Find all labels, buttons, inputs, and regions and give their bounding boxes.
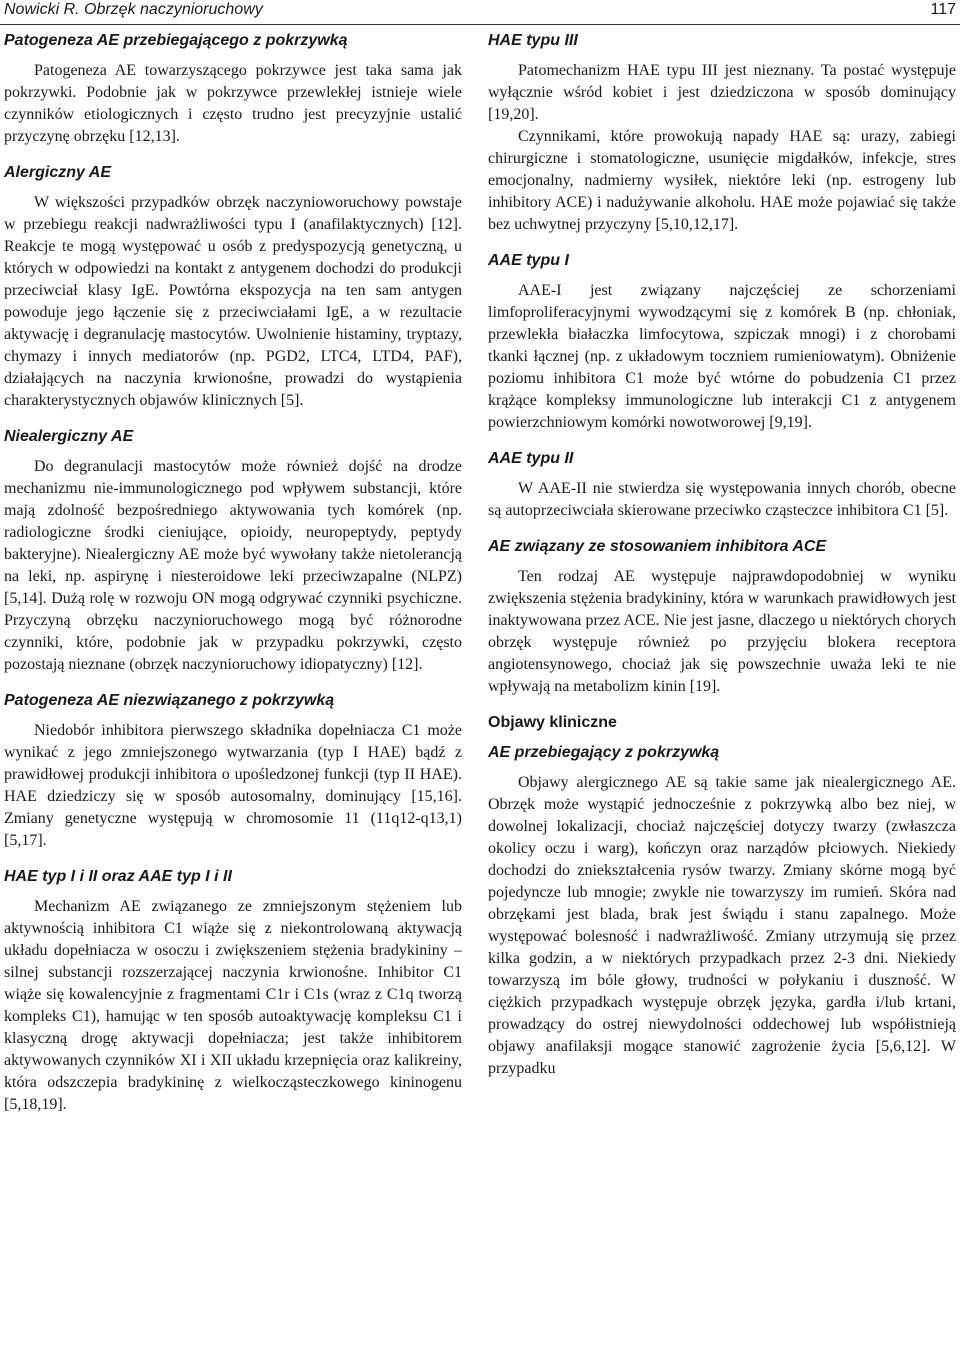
paragraph: W większości przypadków obrzęk naczynioworuchowy powstaje w przebiegu reakcji nadwrażliwości typu I (anafilaktycznych) [12]. Reakcje te mogą występować u osób z predyspozycją genetyczną, u których w odpowiedzi na kontakt z antygenem dochodzi do produkcji przeciwciał klasy IgE. Powtórna ekspozycja na ten sam antygen powoduje jego łączenie się z przeciwciałami IgE, a w rezultacie aktywację i degranulację mastocytów. Uwolnienie histaminy, tryptazy, chymazy i innych mediatorów (np. PGD2, LTC4, LTD4, PAF), działających na naczynia krwionośne, prowadzi do wystąpienia charakterystycznych objawów klinicznych [5]. — [4, 194, 462, 409]
page-number: 117 — [930, 1, 956, 18]
paragraph: Patogeneza AE towarzyszącego pokrzywce jest taka sama jak pokrzywki. Podobnie jak w pokrzywce przewlekłej istnieje wiele czynników etiologicznych i często trudno jest precyzyjnie ustalić przyczynę obrzęku [12,13]. — [4, 62, 462, 145]
paragraph: W AAE-II nie stwierdza się występowania innych chorób, obecne są autoprzeciwciała skierowane przeciwko cząsteczce inhibitora C1 [5]. — [488, 480, 956, 519]
paragraph: Niedobór inhibitora pierwszego składnika dopełniacza C1 może wynikać z jego zmniejszonego wytwarzania (typ I HAE) bądź z prawidłowej produkcji inhibitora o upośledzonej funkcji (typ II HAE). HAE dziedziczy się w sposób autosomalny, dominujący [15,16]. Zmiany genetyczne występują w chromosomie 11 (11q12-q13,1) [5,17]. — [4, 722, 462, 849]
section-title-clinical-symptoms: Objawy kliniczne — [488, 714, 617, 731]
section-title-nonallergic-ae: Niealergiczny AE — [4, 428, 134, 445]
paragraph: Patomechanizm HAE typu III jest nieznany. Ta postać występuje wyłącznie wśród kobiet i jest dziedziczona w sposób dominujący [19,20]. — [488, 62, 956, 123]
paragraph: Objawy alergicznego AE są takie same jak niealergicznego AE. Obrzęk może wystąpić jednocześnie z pokrzywką albo bez niej, w dowolnej lokalizacji, chociaż najczęściej dotyczy twarzy (zwłaszcza okolicy oczu i warg), kończyn oraz narządów płciowych. Niekiedy dochodzi do zniekształcenia rysów twarzy. Zmiany skórne mogą być pojedyncze lub mnogie; zwykle nie towarzyszy im rumień. Skóra nad obrzękami jest blada, brak jest świądu i stanu zapalnego. Może występować bolesność i nadwrażliwość. Zmiany utrzymują się przez kilka godzin, a w niektórych przypadkach przez 2-3 dni. Niekiedy towarzyszą im bóle głowy, trudności w połykaniu i duszność. W ciężkich przypadkach występuje obrzęk języka, gardła i/lub krtani, prowadzący do ostrej niewydolności oddechowej lub współistnieją objawy anafilaksji mogące stanowić zagrożenie życia [5,6,12]. W przypadku — [488, 774, 956, 1077]
left-column — [4, 30, 462, 1116]
header-rule — [0, 24, 960, 25]
section-title-ace-inhibitor-ae: AE związany ze stosowaniem inhibitora ACE — [488, 538, 827, 555]
running-title: Nowicki R. Obrzęk naczynioruchowy — [4, 1, 263, 18]
section-title-aae-type-2: AAE typu II — [488, 450, 574, 467]
section-title-hae-aae-types: HAE typ I i II oraz AAE typ I i II — [4, 868, 232, 885]
paragraph: AAE-I jest związany najczęściej ze schorzeniami limfoproliferacyjnymi wywodzącymi się z komórek B (np. chłoniak, przewlekła białaczka limfocytowa, szpiczak mnogi) i z chorobami tkanki łącznej (np. z układowym toczniem rumieniowatym). Obniżenie poziomu inhibitora C1 może być wtórne do pobudzenia C1 przez krążące kompleksy immunologiczne lub interakcji C1 z antygenem powierzchniowym komórki nowotworowej [9,19]. — [488, 282, 956, 431]
section-title-allergic-ae: Alergiczny AE — [4, 164, 111, 181]
section-title-hae-type-3: HAE typu III — [488, 32, 578, 49]
paragraph: Czynnikami, które prowokują napady HAE są: urazy, zabiegi chirurgiczne i stomatologiczne, usunięcie migdałków, infekcje, stres emocjonalny, nadmierny wysiłek, niektóre leki (np. estrogeny lub inhibitory ACE) i nadużywanie alkoholu. HAE może pojawiać się także bez uchwytnej przyczyny [5,10,12,17]. — [488, 128, 956, 233]
section-title-aae-type-1: AAE typu I — [488, 252, 569, 269]
paragraph: Mechanizm AE związanego ze zmniejszonym stężeniem lub aktywnością inhibitora C1 wiąże się z niekontrolowaną aktywacją układu dopełniacza w osoczu i zwiększeniem stężenia bradykininy – silnej substancji rozszerzającej naczynia krwionośne. Inhibitor C1 wiąże się kowalencyjnie z fragmentami C1r i C1s (wraz z C1q tworzą kompleks C1), hamując w ten sposób autoaktywację kompleksu C1 i klasyczną drogę aktywacji dopełniacza; jest także inhibitorem aktywowanych czynników XI i XII układu krzepnięcia oraz kalikreiny, która odszczepia bradykininę z wielkocząsteczkowego kininogenu [5,18,19]. — [4, 898, 462, 1113]
running-header — [4, 0, 956, 22]
subsection-title-ae-with-urticaria: AE przebiegający z pokrzywką — [488, 744, 720, 761]
right-column — [488, 30, 956, 1080]
section-title-pathogenesis-urticaria: Patogeneza AE przebiegającego z pokrzywką — [4, 32, 348, 49]
paragraph: Do degranulacji mastocytów może również dojść na drodze mechanizmu nie-immunologicznego pod wpływem substancji, które mają zdolność bezpośredniego aktywowania tych komórek (np. radiologiczne środki cieniujące, opioidy, neuropeptydy, peptydy bakteryjne). Niealergiczny AE może być wywołany także nietolerancją na leki, np. aspirynę i niesteroidowe leki przeciwzapalne (NLPZ) [5,14]. Dużą rolę w rozwoju ON mogą odgrywać czynniki psychiczne. Przyczyną obrzęku naczynioruchowego mogą być różnorodne czynniki, które, podobnie jak w przypadku pokrzywki, często pozostają nieznane (obrzęk naczynioruchowy idiopatyczny) [12]. — [4, 458, 462, 673]
section-title-pathogenesis-no-urticaria: Patogeneza AE niezwiązanego z pokrzywką — [4, 692, 335, 709]
paragraph: Ten rodzaj AE występuje najprawdopodobniej w wyniku zwiększenia stężenia bradykininy, która w warunkach prawidłowych jest inaktywowana przez ACE. Nie jest jasne, dlaczego u niektórych chorych obrzęk występuje również po przyjęciu blokera receptora angiotensynowego, chociaż jak się powszechnie uważa leki te nie wpływają na metabolizm kinin [19]. — [488, 568, 956, 695]
